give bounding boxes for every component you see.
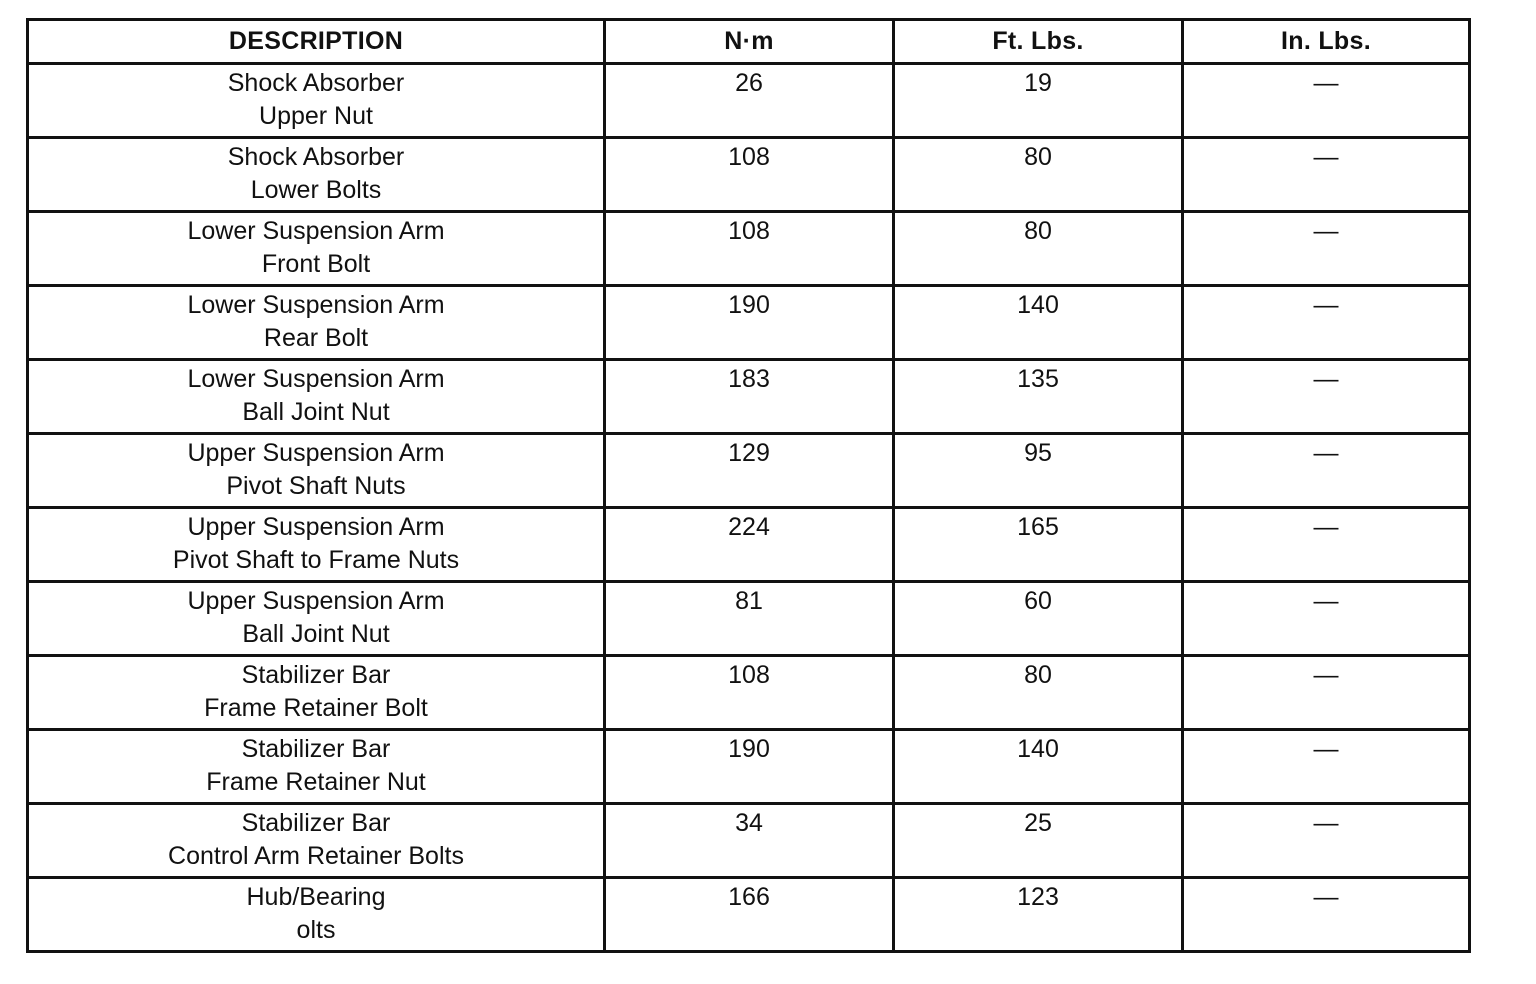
table-row [28,360,1470,434]
in-lbs-value: — [1313,809,1339,837]
ft-lbs-cell [894,64,1183,138]
nm-cell [605,878,894,952]
description-line-1: Lower Suspension Arm [187,291,445,319]
description-line-1: Upper Suspension Arm [187,513,445,541]
in-lbs-cell [1183,286,1470,360]
in-lbs-value: — [1313,587,1339,615]
description-line-1: Stabilizer Bar [241,809,391,837]
nm-value: 190 [728,735,770,763]
in-lbs-value: — [1313,291,1339,319]
in-lbs-value: — [1313,439,1339,467]
description-line-1: Stabilizer Bar [241,661,391,689]
nm-value: 224 [728,513,770,541]
ft-lbs-value: 140 [1017,735,1059,763]
ft-lbs-cell [894,730,1183,804]
ft-lbs-cell [894,878,1183,952]
ft-lbs-cell [894,434,1183,508]
description-cell [28,64,605,138]
description-cell [28,360,605,434]
ft-lbs-value: 25 [1024,809,1052,837]
ft-lbs-value: 80 [1024,217,1052,245]
description-line-2: Pivot Shaft Nuts [226,472,406,500]
description-line-1: Shock Absorber [227,69,405,97]
description-line-1: Lower Suspension Arm [187,217,445,245]
description-line-2: Rear Bolt [263,324,369,352]
description-cell [28,582,605,656]
header-description: DESCRIPTION [28,20,605,64]
nm-cell [605,360,894,434]
in-lbs-value: — [1313,661,1339,689]
ft-lbs-value: 135 [1017,365,1059,393]
description-line-2: Frame Retainer Nut [206,768,426,796]
ft-lbs-cell [894,212,1183,286]
in-lbs-cell [1183,434,1470,508]
in-lbs-cell [1183,138,1470,212]
nm-cell [605,508,894,582]
header-in-lbs: In. Lbs. [1183,20,1470,64]
in-lbs-value: — [1313,69,1339,97]
nm-cell [605,582,894,656]
in-lbs-cell [1183,730,1470,804]
description-line-1: Stabilizer Bar [241,735,391,763]
nm-value: 26 [735,69,763,97]
table-row [28,508,1470,582]
in-lbs-value: — [1313,513,1339,541]
in-lbs-value: — [1313,143,1339,171]
table-row [28,878,1470,952]
nm-cell [605,434,894,508]
ft-lbs-cell [894,582,1183,656]
table-row [28,656,1470,730]
nm-value: 81 [735,587,763,615]
table-row [28,582,1470,656]
description-line-1: Hub/Bearing [246,883,386,911]
in-lbs-cell [1183,508,1470,582]
in-lbs-cell [1183,582,1470,656]
in-lbs-cell [1183,656,1470,730]
ft-lbs-value: 19 [1024,69,1052,97]
ft-lbs-value: 95 [1024,439,1052,467]
table-row [28,730,1470,804]
description-line-2: Pivot Shaft to Frame Nuts [172,546,460,574]
ft-lbs-cell [894,656,1183,730]
ft-lbs-value: 60 [1024,587,1052,615]
nm-value: 34 [735,809,763,837]
nm-value: 108 [728,661,770,689]
table-body [28,64,1470,952]
table-row [28,64,1470,138]
in-lbs-value: — [1313,883,1339,911]
table-row [28,212,1470,286]
ft-lbs-cell [894,138,1183,212]
nm-cell [605,286,894,360]
nm-cell [605,730,894,804]
ft-lbs-cell [894,286,1183,360]
nm-value: 108 [728,143,770,171]
description-line-2: Control Arm Retainer Bolts [168,842,464,870]
in-lbs-cell [1183,212,1470,286]
table-row [28,286,1470,360]
description-line-1: Lower Suspension Arm [187,365,445,393]
torque-spec-table [26,18,1471,953]
description-line-1: Shock Absorber [227,143,405,171]
description-cell [28,434,605,508]
nm-value: 166 [728,883,770,911]
in-lbs-cell [1183,878,1470,952]
description-line-2: Lower Bolts [250,176,382,204]
table-row [28,434,1470,508]
ft-lbs-cell [894,804,1183,878]
header-row [28,20,1470,64]
in-lbs-value: — [1313,735,1339,763]
in-lbs-cell [1183,360,1470,434]
nm-value: 129 [728,439,770,467]
ft-lbs-value: 123 [1017,883,1059,911]
nm-cell [605,212,894,286]
ft-lbs-value: 140 [1017,291,1059,319]
nm-value: 190 [728,291,770,319]
description-line-1: Upper Suspension Arm [187,587,445,615]
description-line-2: Frame Retainer Bolt [204,694,428,722]
nm-cell [605,656,894,730]
description-cell [28,508,605,582]
header-nm: N·m [605,20,894,64]
description-cell [28,804,605,878]
description-line-2: Ball Joint Nut [242,398,390,426]
description-cell [28,730,605,804]
description-cell [28,878,605,952]
ft-lbs-cell [894,508,1183,582]
ft-lbs-value: 80 [1024,661,1052,689]
in-lbs-cell [1183,804,1470,878]
nm-cell [605,64,894,138]
description-line-2: olts [296,916,336,944]
nm-cell [605,804,894,878]
in-lbs-value: — [1313,365,1339,393]
description-cell [28,656,605,730]
ft-lbs-value: 165 [1017,513,1059,541]
description-line-2: Front Bolt [261,250,371,278]
table-row [28,138,1470,212]
ft-lbs-value: 80 [1024,143,1052,171]
description-line-2: Upper Nut [259,102,373,130]
table-row [28,804,1470,878]
in-lbs-cell [1183,64,1470,138]
ft-lbs-cell [894,360,1183,434]
nm-value: 108 [728,217,770,245]
description-cell [28,138,605,212]
header-ft-lbs: Ft. Lbs. [894,20,1183,64]
description-cell [28,286,605,360]
description-line-2: Ball Joint Nut [242,620,390,648]
nm-value: 183 [728,365,770,393]
description-cell [28,212,605,286]
description-line-1: Upper Suspension Arm [187,439,445,467]
in-lbs-value: — [1313,217,1339,245]
nm-cell [605,138,894,212]
